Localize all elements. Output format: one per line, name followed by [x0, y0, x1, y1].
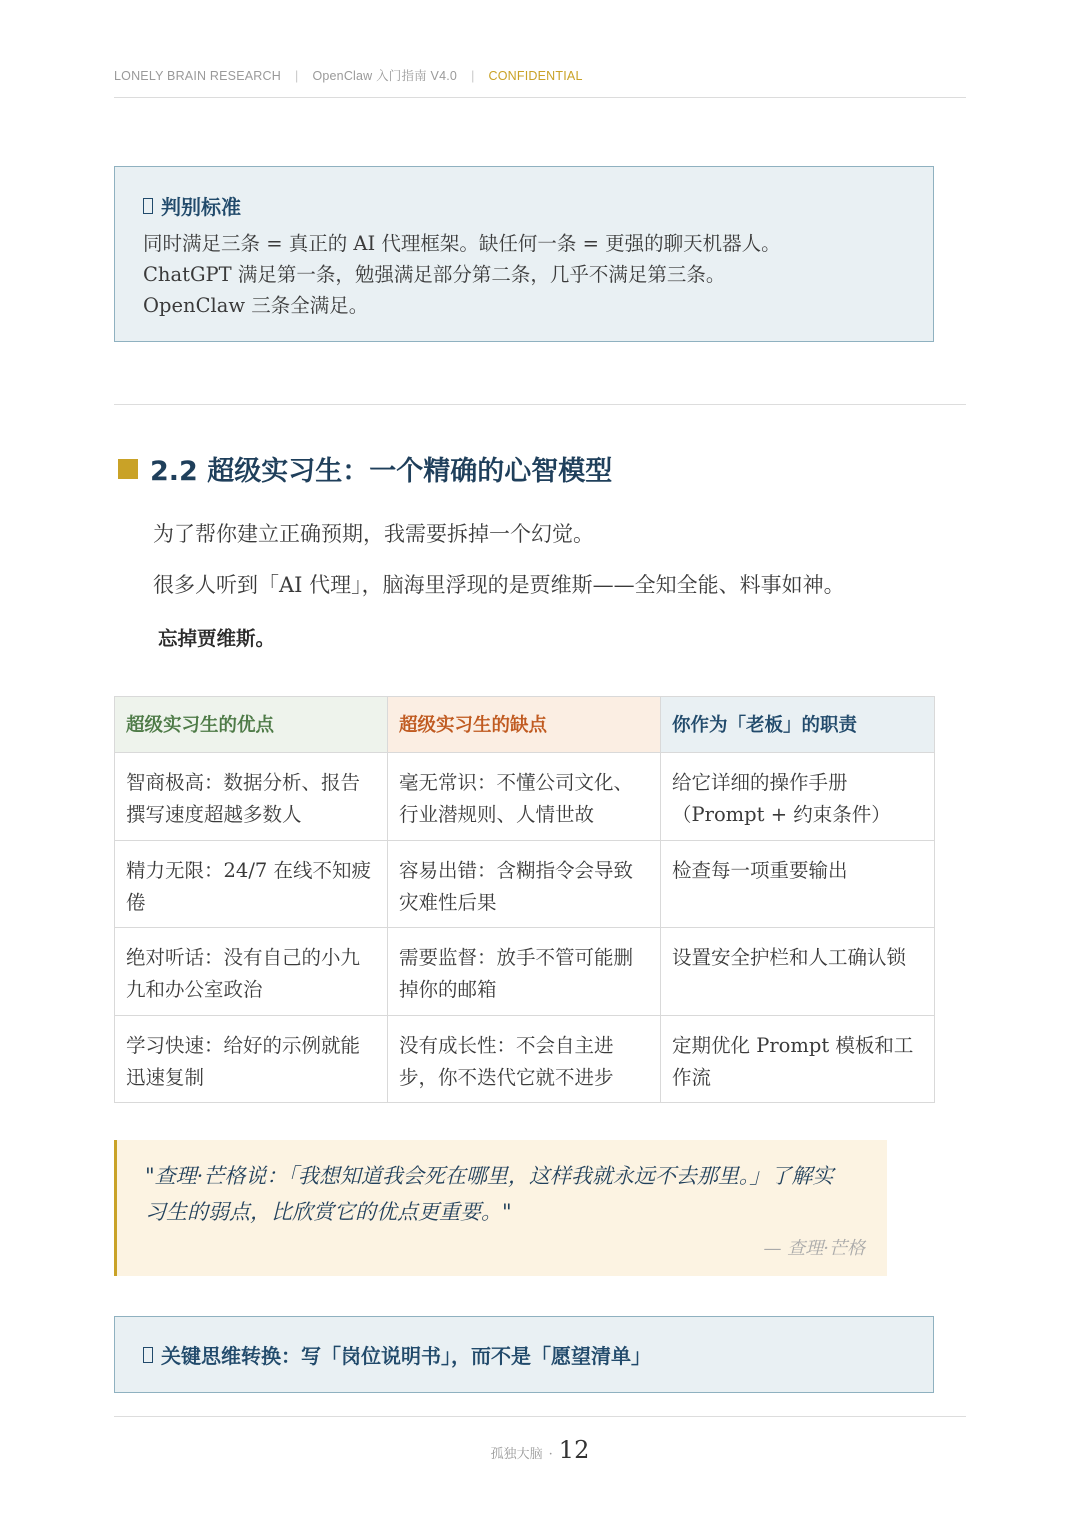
column-header-pros: 超级实习生的优点: [115, 697, 388, 753]
table-cell: 定期优化 Prompt 模板和工作流: [661, 1015, 935, 1103]
table-cell: 检查每一项重要输出: [661, 840, 935, 928]
page-header: [114, 66, 966, 98]
comparison-table: [114, 696, 935, 1103]
criteria-body: 同时满足三条 = 真正的 AI 代理框架。缺任何一条 = 更强的聊天机器人。ChatGPT 满足第一条，勉强满足部分第二条，几乎不满足第三条。OpenClaw 三条全满足。: [143, 232, 781, 317]
column-header-duties: 你作为「老板」的职责: [661, 697, 935, 753]
header-separator: |: [471, 69, 475, 83]
footer-brand: 孤独大脑: [490, 1447, 543, 1462]
table-cell: 绝对听话：没有自己的小九九和办公室政治: [115, 928, 388, 1016]
header-classification: CONFIDENTIAL: [488, 69, 583, 83]
table-cell: 给它详细的操作手册（Prompt + 约束条件）: [661, 753, 935, 841]
section-divider: [114, 404, 966, 405]
table-row: [115, 840, 935, 928]
table-cell: 毫无常识：不懂公司文化、行业潜规则、人情世故: [388, 753, 661, 841]
table-row: [115, 753, 935, 841]
footer-dot: ·: [548, 1447, 553, 1462]
table-row: [115, 1015, 935, 1103]
criteria-title: 判别标准: [161, 195, 241, 219]
section-title: 2.2 超级实习生：一个精确的心智模型: [150, 456, 613, 487]
header-doc-title: OpenClaw 入门指南 V4.0: [312, 69, 458, 83]
paragraph: 为了帮你建立正确预期，我需要拆掉一个幻觉。: [153, 522, 594, 546]
table-cell: 智商极高：数据分析、报告撰写速度超越多数人: [115, 753, 388, 841]
section-heading: [118, 449, 612, 488]
key-shift-title: 关键思维转换：写「岗位说明书」，而不是「愿望清单」: [161, 1344, 651, 1368]
criteria-title-row: [143, 191, 905, 220]
quote-block: [114, 1140, 887, 1276]
column-header-cons: 超级实习生的缺点: [388, 697, 661, 753]
key-shift-title-row: [143, 1340, 651, 1369]
quote-attribution: — 查理·芒格: [763, 1238, 865, 1259]
paragraph: 很多人听到「AI 代理」，脑海里浮现的是贾维斯——全知全能、料事如神。: [153, 573, 845, 597]
table-cell: 没有成长性：不会自主进步，你不迭代它就不进步: [388, 1015, 661, 1103]
header-org: LONELY BRAIN RESEARCH: [114, 69, 281, 83]
table-cell: 需要监督：放手不管可能删掉你的邮箱: [388, 928, 661, 1016]
box-icon: [143, 1347, 153, 1363]
header-separator: |: [294, 69, 299, 83]
page-footer: [0, 1436, 1080, 1464]
box-icon: [143, 198, 153, 214]
table-header-row: [115, 697, 935, 753]
table-cell: 学习快速：给好的示例就能迅速复制: [115, 1015, 388, 1103]
table-row: [115, 928, 935, 1016]
heading-square-icon: [118, 459, 138, 479]
criteria-callout: [114, 166, 934, 342]
key-shift-callout: [114, 1316, 934, 1393]
page-number: 12: [558, 1436, 590, 1464]
emphasis-line: 忘掉贾维斯。: [158, 627, 276, 650]
footer-divider: [114, 1416, 966, 1417]
table-cell: 设置安全护栏和人工确认锁: [661, 928, 935, 1016]
table-cell: 容易出错：含糊指令会导致灾难性后果: [388, 840, 661, 928]
quote-text: "查理·芒格说：「我想知道我会死在哪里，这样我就永远不去那里。」了解实习生的弱点，比欣赏它的优点更重要。": [145, 1164, 834, 1224]
table-cell: 精力无限：24/7 在线不知疲倦: [115, 840, 388, 928]
